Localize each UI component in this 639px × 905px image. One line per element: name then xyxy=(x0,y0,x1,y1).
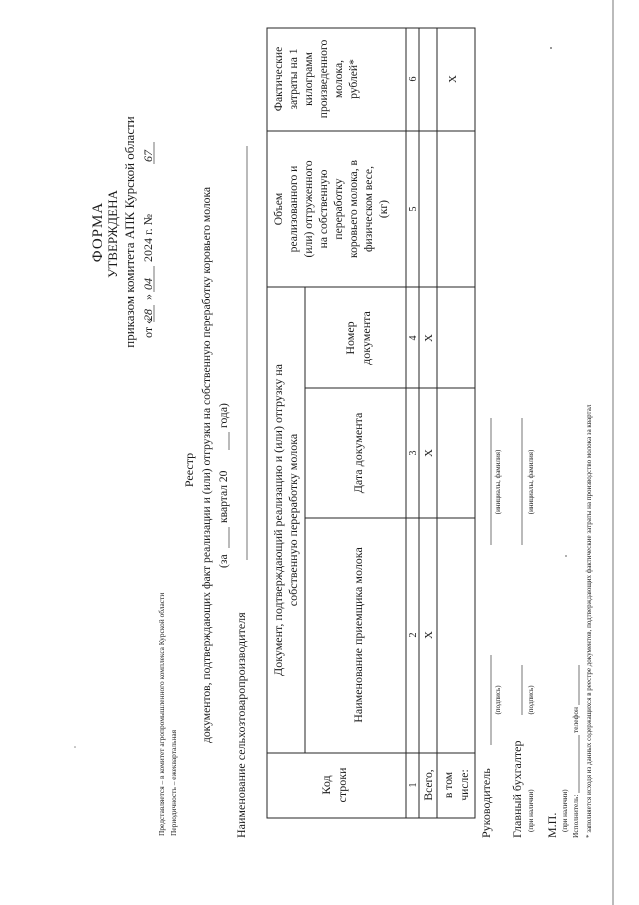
header-document-date: Дата документа xyxy=(351,412,365,494)
scan-speck xyxy=(74,746,76,748)
including-row-label-line2: числе: xyxy=(458,769,471,801)
header-volume-line: на собственную xyxy=(317,169,330,249)
stamp-optional-note: (при наличии) xyxy=(561,789,569,832)
signature-block xyxy=(479,418,580,838)
order-date-line xyxy=(141,142,155,338)
header-document-number-line1: Номер xyxy=(343,321,357,355)
column-number: 2 xyxy=(408,632,419,638)
including-row-label-line1: в том xyxy=(442,771,455,799)
including-cost-mark: X xyxy=(447,75,459,83)
column-number: 5 xyxy=(408,206,419,212)
header-cost-line: произведенного xyxy=(317,39,330,119)
including-row xyxy=(442,75,471,801)
order-date-separator: » xyxy=(141,294,155,300)
periodicity-note: Периодичность – ежеквартальная xyxy=(169,729,178,836)
chief-accountant-initials-caption: (инициалы, фамилия) xyxy=(527,449,535,515)
registry-subtitle: документов, подтверждающих факт реализации и (или) отгрузки на собственную переработку коровьего молока xyxy=(200,186,213,744)
phone-label: телефон xyxy=(571,706,580,733)
header-code-line1: Код xyxy=(319,775,333,795)
footnote: * заполняется исходя из данных содержащихся в реестре документов, подтверждающих фактические затраты на производство молока за квартал xyxy=(585,404,593,838)
header-document-number-line2: документа xyxy=(359,311,373,365)
total-receiver-mark: X xyxy=(423,631,435,639)
head-initials-caption: (инициалы, фамилия) xyxy=(494,449,502,515)
chief-accountant-label: Главный бухгалтер xyxy=(510,740,524,838)
header-volume xyxy=(272,160,390,258)
order-date-month: 04 xyxy=(141,278,155,290)
header-code-line2: строки xyxy=(335,767,349,803)
order-date-year: 2024 г. № xyxy=(141,213,155,262)
head-label: Руководитель xyxy=(479,768,493,838)
column-number: 1 xyxy=(408,782,419,788)
header-receiver: Наименование приемщика молока xyxy=(351,547,365,723)
header-cost xyxy=(272,40,360,119)
header-volume-line: (кг) xyxy=(377,199,390,219)
header-cost-line: рублей* xyxy=(347,59,360,99)
header-volume-line: реализованного и xyxy=(287,165,300,253)
chief-accountant-signature-caption: (подпись) xyxy=(527,685,535,715)
executor-label: Исполнитель: xyxy=(571,794,580,838)
reporting-period-suffix: года) xyxy=(217,403,230,428)
scan-speck xyxy=(565,555,567,557)
header-cost-line: килограмм xyxy=(302,52,315,106)
order-number: 67 xyxy=(141,150,155,162)
submission-notes xyxy=(157,593,178,836)
header-cost-line: затраты на 1 xyxy=(287,48,300,110)
order-date-prefix: от « xyxy=(141,317,155,338)
total-date-mark: X xyxy=(423,449,435,457)
registry-table xyxy=(267,28,475,818)
stamp-place-label: М.П. xyxy=(545,812,559,838)
total-row-label: Всего, xyxy=(422,769,435,801)
header-document-group-line1: Документ, подтверждающий реализацию и (или) отгрузку на xyxy=(271,364,285,676)
table-border xyxy=(267,28,475,818)
reporting-period-prefix: (за xyxy=(217,554,230,568)
column-number: 6 xyxy=(408,76,419,82)
reporting-period-quarter: квартал 20 xyxy=(217,470,230,523)
column-number: 3 xyxy=(408,450,419,456)
header-cost-line: Фактические xyxy=(272,46,285,112)
header-volume-line: (или) отгруженного xyxy=(302,160,315,258)
registry-title: Реестр xyxy=(182,452,196,488)
total-number-mark: X xyxy=(423,334,435,342)
order-date-day: 28 xyxy=(141,309,155,321)
order-issuer: приказом комитета АПК Курской области xyxy=(122,116,137,348)
header-volume-line: коровьего молока, в xyxy=(347,160,360,258)
header-volume-line: физическом весе, xyxy=(362,166,375,252)
total-row xyxy=(422,334,435,801)
producer-name-label: Наименование сельхозтоваропроизводителя xyxy=(234,612,248,838)
header-volume-line: Объем xyxy=(272,192,285,226)
chief-accountant-optional-note: (при наличии) xyxy=(527,789,535,832)
header-cost-line: молока, xyxy=(332,59,345,99)
scan-speck xyxy=(550,47,552,49)
numbering-row xyxy=(408,77,419,788)
presented-to-note: Представляется – в комитет агропромышленного комплекса Курской области xyxy=(157,592,166,836)
column-number: 4 xyxy=(408,335,419,341)
registry-heading xyxy=(182,146,248,838)
header-document-group-line2: собственную переработку молока xyxy=(286,433,300,607)
head-signature-caption: (подпись) xyxy=(494,685,502,715)
header-volume-line: переработку xyxy=(332,178,345,240)
approved-label: УТВЕРЖДЕНА xyxy=(105,190,120,278)
approval-header xyxy=(90,116,155,348)
form-title: ФОРМА xyxy=(90,201,106,263)
